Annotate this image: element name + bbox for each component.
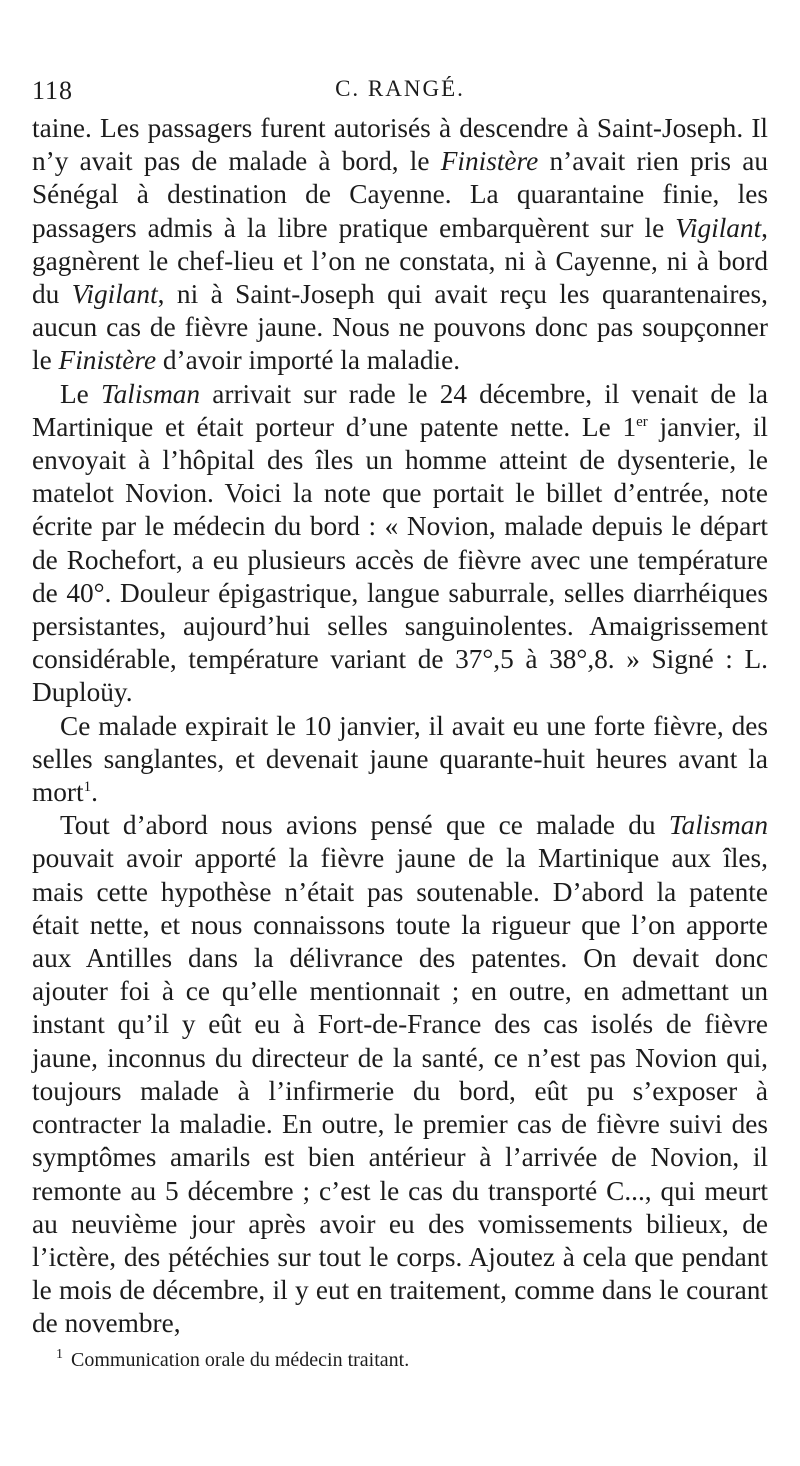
text-run: janvier, il envoyait à l’hôpital des îles un homme atteint de dysenterie, le matelot Novion. Voici la note que portait le billet d’entrée, note écrite par le médecin du bord : « Novion, malade depuis le départ de Rochefort, a eu plusieurs accès de fièvre avec une température de 40°. Douleur épigastrique, langue saburrale, selles diarrhéiques persistantes, aujourd’hui selles sanguinolentes. Amaigrissement considérable, température variant de 37°,5 à 38°,8. » Signé : L. Duploüy. xyxy=(32,411,768,708)
body-text xyxy=(32,112,768,1341)
paragraph-1 xyxy=(32,112,768,378)
ship-name: Finistère xyxy=(440,146,539,177)
paragraph-2 xyxy=(32,378,768,710)
footnote-reference: 1 xyxy=(83,779,92,796)
ship-name: Talisman xyxy=(668,810,768,841)
text-run: , gagnèrent le chef-lieu et l’on ne constata, ni à Cayenne, ni à bord du xyxy=(32,212,768,310)
text-run: d’avoir importé la maladie. xyxy=(156,345,461,376)
text-run: taine. Les passagers furent autorisés à descendre à Saint-Joseph. Il n’y avait pas de malade à bord, le xyxy=(32,113,768,177)
text-run: Ce malade expirait le 10 janvier, il avait eu une forte fièvre, des selles sanglantes, et devenait jaune quarante-huit heures avant la mort xyxy=(32,710,768,808)
page-number: 118 xyxy=(32,76,74,105)
text-run: n’avait rien pris au Sénégal à destination de Cayenne. La quarantaine finie, les passagers admis à la libre pratique embarquèrent sur le xyxy=(32,146,768,243)
text-run: Tout d’abord nous avions pensé que ce malade du xyxy=(60,810,669,841)
footnote xyxy=(56,1347,768,1373)
ship-name: Talisman xyxy=(100,378,201,409)
page-header xyxy=(32,68,768,112)
text-run: Le xyxy=(60,378,101,409)
running-head: C. RANGÉ. xyxy=(335,76,465,101)
ship-name: Vigilant xyxy=(675,212,762,243)
ordinal-superscript: er xyxy=(636,413,648,430)
text-run: , ni à Saint-Joseph qui avait reçu les quarantenaires, aucun cas de fièvre jaune. Nous ne pouvons donc pas soupçonner le xyxy=(32,279,768,376)
text-run: . xyxy=(91,777,98,808)
ship-name: Finistère xyxy=(58,345,157,376)
footnote-marker: 1 xyxy=(56,1347,63,1362)
text-run: pouvait avoir apporté la fièvre jaune de la Martinique aux îles, mais cette hypothèse n’était pas soutenable. D’abord la patente était nette, et nous connaissons toute la rigueur que l’on apporte aux Antilles dans la délivrance des patentes. On devait donc ajouter foi à ce qu’elle mentionnait ; en outre, en admettant un instant qu’il y eût eu à Fort-de-France des cas isolés de fièvre jaune, inconnus du directeur de la santé, ce n’est pas Novion qui, toujours malade à l’infirmerie du bord, eût pu s’exposer à contracter la maladie. En outre, le premier cas de fièvre suivi des symptômes amarils est bien antérieur à l’arrivée de Novion, il remonte au 5 décembre ; c’est le cas du transporté C..., qui meurt au neuvième jour après avoir eu des vomissements bilieux, de l’ictère, des pétéchies sur tout le corps. Ajoutez à cela que pendant le mois de décembre, il y eut en traitement, comme dans le courant de novembre, xyxy=(32,843,768,1339)
paragraph-4 xyxy=(32,809,768,1340)
footnote-text: Communication orale du médecin traitant. xyxy=(71,1349,410,1371)
paragraph-3 xyxy=(32,710,768,810)
text-run: arrivait sur rade le 24 décembre, il venait de la Martinique et était porteur d’une patente nette. Le 1 xyxy=(32,378,768,442)
ship-name: Vigilant xyxy=(71,279,158,310)
